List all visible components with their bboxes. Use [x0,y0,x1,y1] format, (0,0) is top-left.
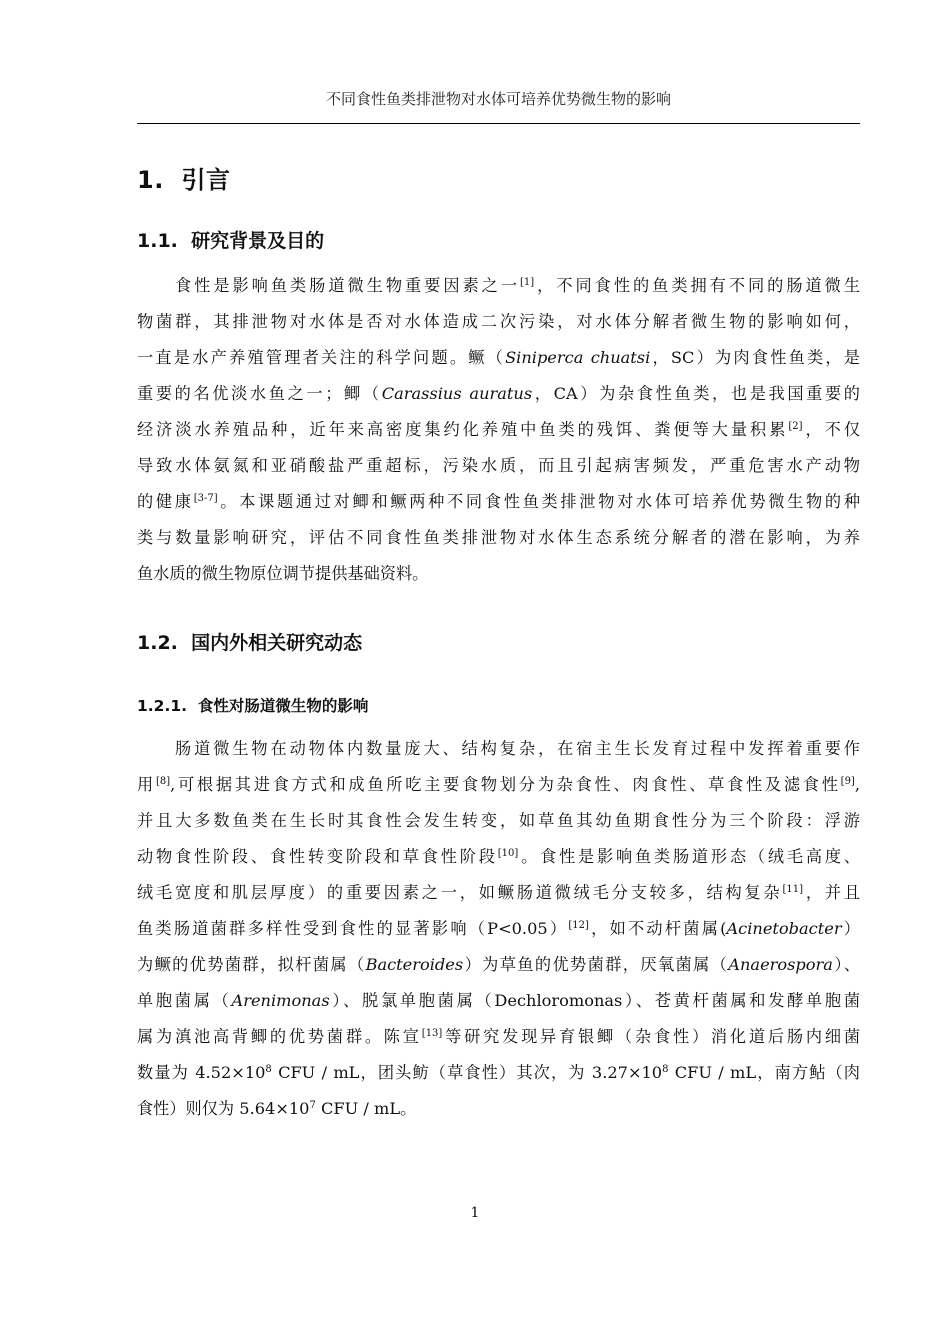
page-number: 1 [470,1205,480,1221]
chapter-title: 引言 [181,166,231,194]
text-segment: 食性）则仅为 5.64×10 [137,1099,310,1118]
text-line [137,803,860,839]
text-segment: 等研究发现异育银鲫（杂食性）消化道后肠内细菌 [442,1027,861,1046]
citation-superscript: 8 [662,1064,669,1075]
chapter-heading [137,160,231,195]
text-segment: ，如不动杆菌属( [588,919,727,938]
text-segment: 。食性是影响鱼类肠道形态（绒毛高度、 [518,847,861,866]
scientific-name: Bacteroides [365,955,464,974]
text-line [137,556,860,592]
text-line [137,412,860,448]
text-line [137,983,860,1019]
scientific-name: Acinetobacter [726,919,842,938]
text-line [137,767,860,803]
text-segment: ，CA）为杂食性鱼类，也是我国重要的 [532,384,860,403]
citation-superscript: [11] [782,884,804,895]
section-heading-1-2 [137,628,362,655]
citation-superscript: 7 [309,1100,316,1111]
text-line [137,304,860,340]
subsection-number: 1.2.1. [137,697,188,715]
subsection-title: 食性对肠道微生物的影响 [197,697,369,715]
scientific-name: Anaerospora [728,955,833,974]
text-segment: 单胞菌属（ [137,991,232,1010]
text-segment: CFU / mL。 [315,1099,417,1118]
citation-superscript: [1] [520,277,535,288]
text-segment: 的健康 [137,492,194,511]
text-line [137,911,860,947]
subsection-heading-1-2-1 [137,694,368,716]
text-segment: ,可根据其进食方式和成鱼所吃主要食物划分为杂食性、肉食性、草食性及滤食性 [170,775,841,794]
text-segment: 并且大多数鱼类在生长时其食性会发生转变，如草鱼其幼鱼期食性分为三个阶段：浮游 [137,811,860,830]
text-segment: 肠道微生物在动物体内数量庞大、结构复杂，在宿主生长发育过程中发挥着重要作 [175,739,860,758]
citation-superscript: [2] [788,421,803,432]
text-segment: 属为滇池高背鲫的优势菌群。陈宣 [137,1027,422,1046]
text-line [137,340,860,376]
chapter-number: 1. [137,166,164,194]
text-segment: 鱼类肠道菌群多样性受到食性的显著影响（P<0.05） [137,919,569,938]
citation-superscript: [9] [840,776,855,787]
text-segment: 动物食性阶段、食性转变阶段和草食性阶段 [137,847,498,866]
text-segment: ）为草鱼的优势菌群，厌氧菌属（ [463,955,729,974]
text-segment: ）、脱氯单胞菌属（Dechloromonas）、苍黄杆菌属和发酵单胞菌 [329,991,861,1010]
text-segment: ，不仅 [802,420,861,439]
text-segment: 数量为 4.52×10 [137,1063,266,1082]
text-line [137,448,860,484]
text-segment: ） [841,919,860,938]
text-line [137,875,860,911]
section-number: 1.2. [137,632,178,654]
section-number: 1.1. [137,230,178,252]
text-line [137,839,860,875]
text-segment: ，并且 [803,883,861,902]
section-title: 国内外相关研究动态 [191,632,363,654]
text-line [137,947,860,983]
text-segment: 重要的名优淡水鱼之一；鲫（ [137,384,382,403]
citation-superscript: 8 [265,1064,272,1075]
text-segment: 经济淡水养殖品种，近年来高密度集约化养殖中鱼类的残饵、粪便等大量积累 [137,420,789,439]
text-line [137,731,860,767]
text-segment: 绒毛宽度和肌层厚度）的重要因素之一，如鳜肠道微绒毛分支较多，结构复杂 [137,883,783,902]
paragraph-background [137,268,860,592]
citation-superscript: [12] [568,920,589,931]
text-segment: 导致水体氨氮和亚硝酸盐严重超标，污染水质，而且引起病害频发，严重危害水产动物 [137,456,860,475]
text-segment: , [854,775,860,794]
text-line [137,1055,860,1091]
text-segment: ）、 [832,955,861,974]
text-segment: 物菌群，其排泄物对水体是否对水体造成二次污染，对水体分解者微生物的影响如何， [137,312,860,331]
citation-superscript: [8] [155,776,171,787]
scientific-name: Arenimonas [231,991,330,1010]
paragraph-diet-microbiota [137,731,860,1127]
text-line [137,484,860,520]
text-segment: CFU / mL，团头鲂（草食性）其次，为 3.27×10 [271,1063,663,1082]
citation-superscript: [10] [497,848,519,859]
text-line [137,1019,860,1055]
text-segment: 食性是影响鱼类肠道微生物重要因素之一 [175,276,520,295]
text-segment: 一直是水产养殖管理者关注的科学问题。鳜（ [137,348,506,367]
citation-superscript: [13] [421,1028,443,1039]
text-segment: 鱼水质的微生物原位调节提供基础资料。 [137,564,429,583]
text-segment: 类与数量影响研究，评估不同食性鱼类排泄物对水体生态系统分解者的潜在影响，为养 [137,528,860,547]
text-segment: 用 [137,775,156,794]
text-segment: 。本课题通过对鲫和鳜两种不同食性鱼类排泄物对水体可培养优势微生物的种 [217,492,861,511]
text-line [137,376,860,412]
text-segment: 为鳜的优势菌群，拟杆菌属（ [137,955,366,974]
section-heading-1-1 [137,226,324,253]
text-segment: ，不同食性的鱼类拥有不同的肠道微生 [534,276,861,295]
running-header: 不同食性鱼类排泄物对水体可培养优势微生物的影响 [325,90,671,108]
text-segment: ，SC）为肉食性鱼类，是 [650,348,860,367]
text-segment: CFU / mL，南方鲇（肉 [668,1063,860,1082]
citation-superscript: [3-7] [193,493,218,504]
section-title: 研究背景及目的 [191,230,325,252]
text-line [137,268,860,304]
text-line [137,520,860,556]
scientific-name: Siniperca chuatsi [505,348,651,367]
text-line [137,1091,860,1127]
header-rule [137,123,860,124]
scientific-name: Carassius auratus [381,384,533,403]
